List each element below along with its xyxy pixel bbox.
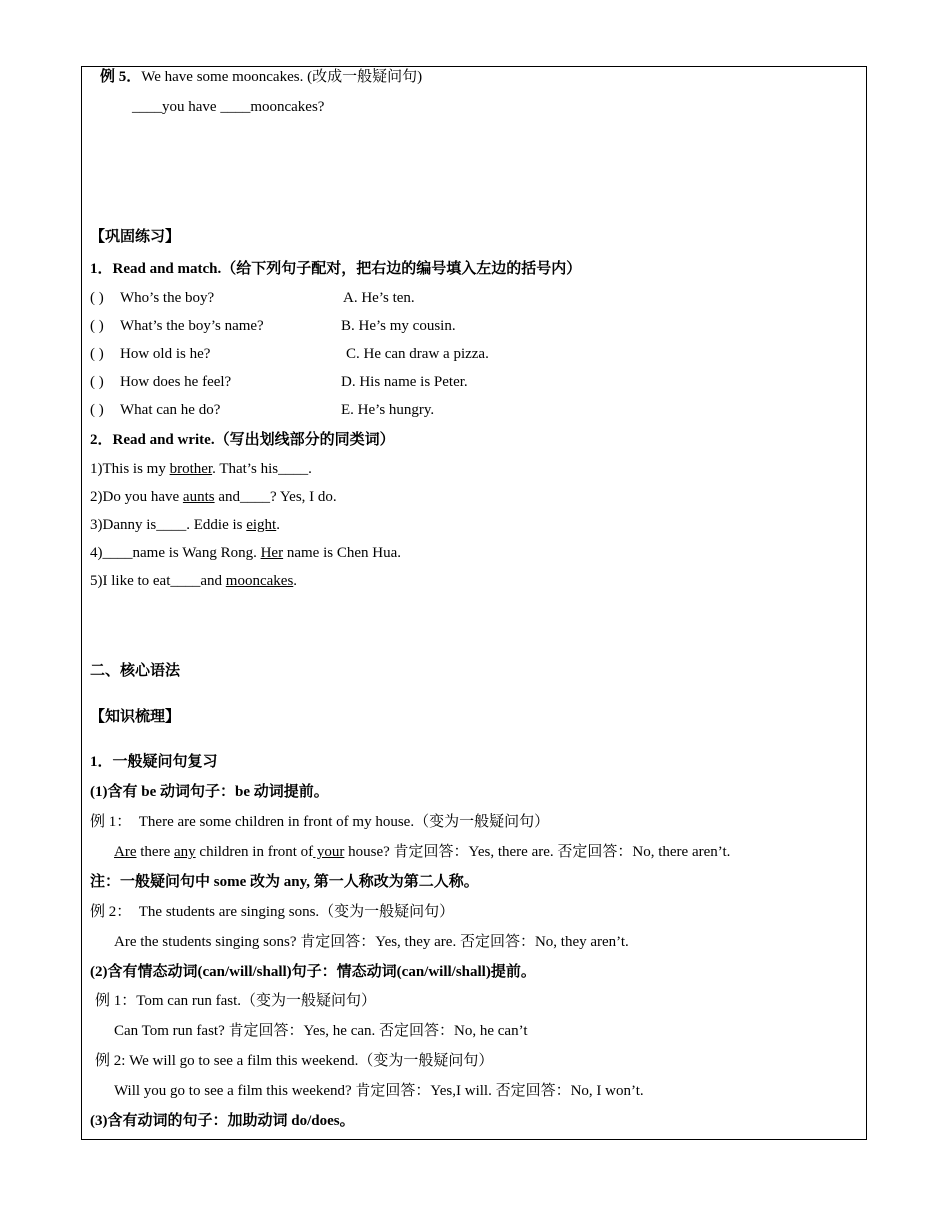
underlined-word: any [173,844,196,860]
example-sentence: There are some children in front of my house.（变为一般疑问句） [138,814,550,830]
match-question: What’s the boy’s name? [120,318,264,334]
example-5-label: 例 5． [100,69,142,85]
underlined-word: Are [114,844,137,860]
underlined-word: your [313,844,345,860]
answer-bracket[interactable]: ( ) [90,374,104,390]
match-question: How old is he? [120,346,211,362]
match-question: What can he do? [120,402,221,418]
match-answer: D. His name is Peter. [341,374,468,390]
answer-bracket[interactable]: ( ) [90,402,104,418]
write-item [90,515,280,535]
answer-bracket[interactable]: ( ) [90,346,104,362]
match-row [90,316,264,336]
rule1-example1-answer [114,842,730,862]
answer-text: children in front of [195,844,314,860]
underlined-word: brother [169,461,213,477]
answer-text: there [136,844,174,860]
write-item-text: . [293,573,298,589]
match-row [90,372,231,392]
rule-do-does: (3)含有动词的句子：加助动词 do/does。 [90,1113,355,1129]
write-item-text: 4)____name is Wang Rong. [90,545,261,561]
match-answer: A. He’s ten. [343,290,415,306]
rule2-example2-answer: Will you go to see a film this weekend? 肯定回答：Yes,I will. 否定回答：No, I won’t. [114,1083,644,1099]
grammar-topic: 1．一般疑问句复习 [90,754,218,770]
write-item [90,543,401,563]
q2-title: 2．Read and write.（写出划线部分的同类词） [90,432,395,448]
example-label: 例 2： [90,904,132,920]
rule1-example2 [90,902,454,922]
example-5 [100,67,422,87]
write-item-text: . [276,517,280,533]
write-item-text: 3)Danny is____. Eddie is [90,517,247,533]
grammar-note: 注：一般疑问句中 some 改为 any, 第一人称改为第二人称。 [90,874,479,890]
match-question: How does he feel? [120,374,232,390]
rule1-example1 [90,812,549,832]
rule2-example1: 例 1：Tom can run fast.（变为一般疑问句） [95,993,377,1009]
match-question: Who’s the boy? [120,290,215,306]
answer-bracket[interactable]: ( ) [90,318,104,334]
write-item [90,571,297,591]
practice-heading: 【巩固练习】 [90,229,181,245]
write-item-text: 1)This is my [90,461,170,477]
rule-be-verb: (1)含有 be 动词句子：be 动词提前。 [90,784,329,800]
write-item-text: 2)Do you have [90,489,183,505]
section-title: 二、核心语法 [90,663,181,679]
rule2-example2: 例 2: We will go to see a film this weekend.（变为一般疑问句） [95,1053,494,1069]
match-answer: B. He’s my cousin. [341,318,456,334]
match-answer: E. He’s hungry. [341,402,435,418]
underlined-word: Her [260,545,284,561]
write-item-text: . That’s his____. [212,461,312,477]
answer-text: house? 肯定回答：Yes, there are. 否定回答：No, there aren’t. [344,844,731,860]
q1-title: 1．Read and match.（给下列句子配对，把右边的编号填入左边的括号内） [90,261,582,277]
underlined-word: eight [246,517,277,533]
write-item-text: name is Chen Hua. [283,545,401,561]
write-item-text: and____? Yes, I do. [214,489,337,505]
rule1-example2-answer: Are the students singing sons? 肯定回答：Yes, they are. 否定回答：No, they aren’t. [114,934,629,950]
rule2-example1-answer: Can Tom run fast? 肯定回答：Yes, he can. 否定回答：No, he can’t [114,1023,528,1039]
rule-modal-verb: (2)含有情态动词(can/will/shall)句子：情态动词(can/will/shall)提前。 [90,964,536,980]
match-row [90,288,214,308]
example-sentence: The students are singing sons.（变为一般疑问句） [138,904,455,920]
match-answer: C. He can draw a pizza. [346,346,489,362]
example-5-answer-line: ____you have ____mooncakes? [132,99,325,115]
write-item-text: 5)I like to eat____and [90,573,226,589]
match-row [90,400,220,420]
write-item [90,459,312,479]
write-item [90,487,337,507]
underlined-word: aunts [182,489,215,505]
example-5-sentence: We have some mooncakes. (改成一般疑问句) [141,69,423,85]
answer-bracket[interactable]: ( ) [90,290,104,306]
knowledge-heading: 【知识梳理】 [90,709,181,725]
match-row [90,344,210,364]
underlined-word: mooncakes [225,573,294,589]
example-label: 例 1： [90,814,132,830]
